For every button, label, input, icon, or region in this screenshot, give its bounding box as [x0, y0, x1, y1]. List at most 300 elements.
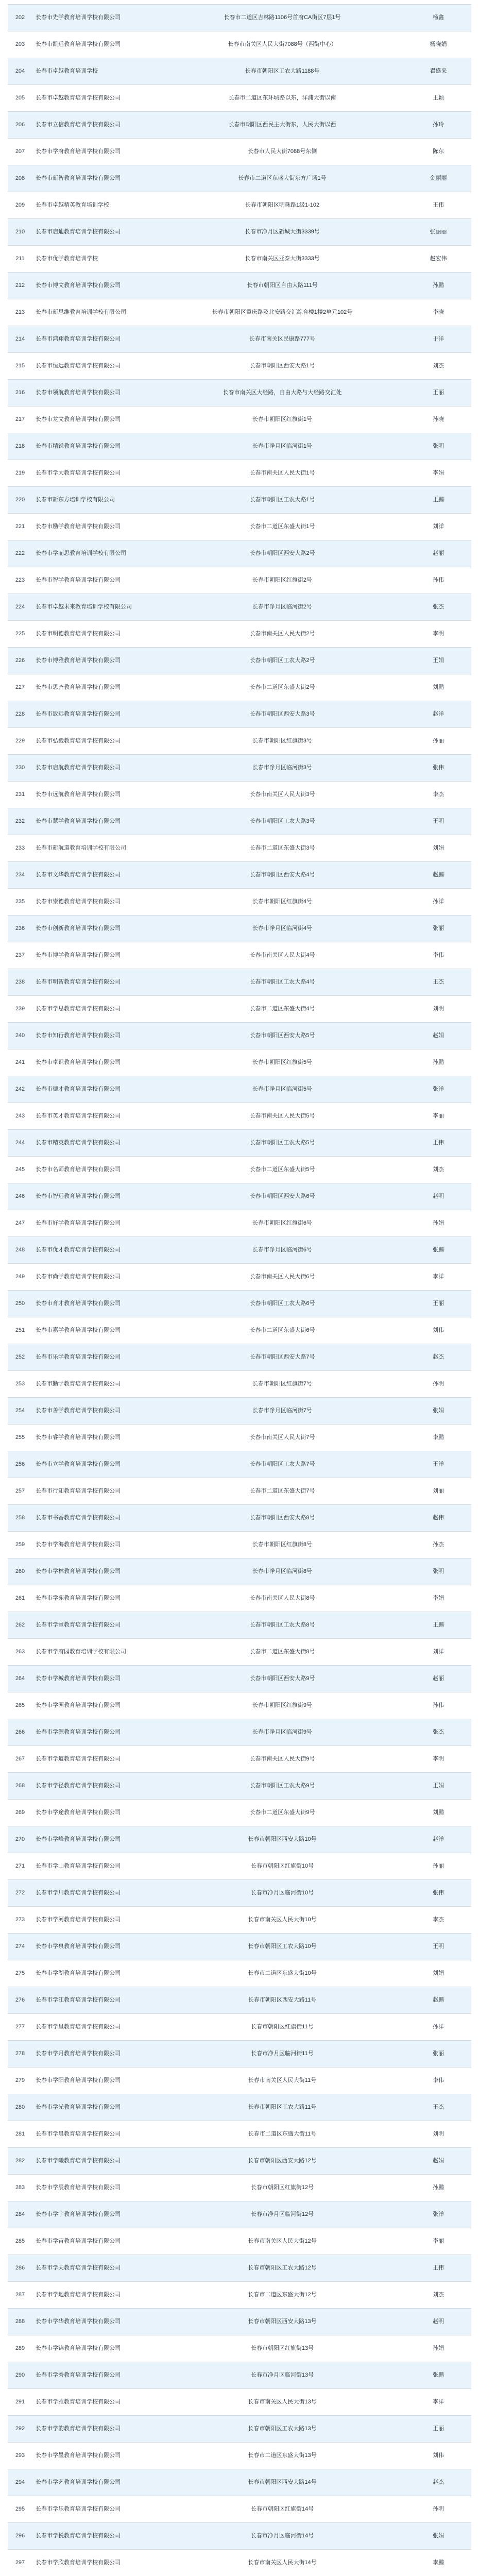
- school-name-cell: 长春市行知教育培训学校有限公司: [32, 1478, 159, 1505]
- school-name-cell: 长春市学曦教育培训学校有限公司: [32, 2148, 159, 2175]
- contact-person-cell: 李杰: [405, 782, 471, 808]
- contact-person-cell: 孙鹏: [405, 2175, 471, 2201]
- school-address-cell: 长春市二道区吉林路1106号首府CA街区7层1号: [159, 5, 405, 31]
- row-number-cell: 264: [8, 1666, 32, 1692]
- school-name-cell: 长春市智学教育培训学校有限公司: [32, 567, 159, 594]
- school-address-cell: 长春市南关区人民大街12号: [159, 2228, 405, 2255]
- table-row: [8, 2389, 471, 2416]
- contact-person-cell: 张洋: [405, 2201, 471, 2228]
- contact-person-cell: 张鹏: [405, 1237, 471, 1264]
- row-number-cell: 252: [8, 1344, 32, 1371]
- row-number-cell: 285: [8, 2228, 32, 2255]
- row-number-cell: 213: [8, 299, 32, 326]
- row-number-cell: 279: [8, 2067, 32, 2094]
- table-row: [8, 701, 471, 728]
- table-row: [8, 2067, 471, 2094]
- table-row: [8, 112, 471, 139]
- school-address-cell: 长春市朝阳区西民主大街东，人民大街以西: [159, 112, 405, 139]
- row-number-cell: 231: [8, 782, 32, 808]
- school-name-cell: 长春市学地教育培训学校有限公司: [32, 2282, 159, 2309]
- row-number-cell: 202: [8, 5, 32, 31]
- table-row: [8, 1692, 471, 1719]
- contact-person-cell: 张鹏: [405, 2362, 471, 2389]
- contact-person-cell: 李明: [405, 621, 471, 648]
- school-name-cell: 长春市启迪教育培训学校有限公司: [32, 219, 159, 246]
- school-name-cell: 长春市博雅教育培训学校有限公司: [32, 648, 159, 674]
- roster-sheet: [8, 4, 471, 2576]
- school-name-cell: 长春市学锦教育培训学校有限公司: [32, 2335, 159, 2362]
- table-row: [8, 2469, 471, 2496]
- table-row: [8, 2041, 471, 2067]
- school-name-cell: 长春市书香教育培训学校有限公司: [32, 1505, 159, 1532]
- contact-person-cell: 李伟: [405, 2067, 471, 2094]
- row-number-cell: 220: [8, 487, 32, 514]
- contact-person-cell: 杨鑫: [405, 5, 471, 31]
- contact-person-cell: 王娟: [405, 1773, 471, 1800]
- row-number-cell: 296: [8, 2523, 32, 2550]
- school-address-cell: 长春市朝阳区工农大路10号: [159, 1934, 405, 1960]
- contact-person-cell: 李伟: [405, 942, 471, 969]
- table-row: [8, 1800, 471, 1826]
- school-name-cell: 长春市好学教育培训学校有限公司: [32, 1210, 159, 1237]
- school-name-cell: 长春市学峰教育培训学校有限公司: [32, 1826, 159, 1853]
- table-row: [8, 1558, 471, 1585]
- row-number-cell: 222: [8, 540, 32, 567]
- table-row: [8, 1960, 471, 1987]
- table-row: [8, 246, 471, 273]
- table-row: [8, 1451, 471, 1478]
- school-name-cell: 长春市学星教育培训学校有限公司: [32, 2014, 159, 2041]
- row-number-cell: 277: [8, 2014, 32, 2041]
- table-row: [8, 1934, 471, 1960]
- contact-person-cell: 王洋: [405, 1451, 471, 1478]
- contact-person-cell: 刘洋: [405, 514, 471, 540]
- school-name-cell: 长春市学海教育培训学校有限公司: [32, 1532, 159, 1558]
- school-name-cell: 长春市勤学教育培训学校有限公司: [32, 1371, 159, 1398]
- school-name-cell: 长春市新航道教育培训学校有限公司: [32, 835, 159, 862]
- contact-person-cell: 刘杰: [405, 353, 471, 380]
- school-name-cell: 长春市学道教育培训学校有限公司: [32, 1746, 159, 1773]
- table-row: [8, 594, 471, 621]
- table-row: [8, 5, 471, 31]
- school-name-cell: 长春市学辰教育培训学校有限公司: [32, 2175, 159, 2201]
- school-address-cell: 长春市净月区临河街6号: [159, 1237, 405, 1264]
- row-number-cell: 273: [8, 1907, 32, 1934]
- row-number-cell: 292: [8, 2416, 32, 2443]
- school-name-cell: 长春市先学教育培训学校有限公司: [32, 5, 159, 31]
- school-name-cell: 长春市学宇教育培训学校有限公司: [32, 2201, 159, 2228]
- school-name-cell: 长春市学江教育培训学校有限公司: [32, 1987, 159, 2014]
- table-row: [8, 192, 471, 219]
- contact-person-cell: 赵明: [405, 2309, 471, 2335]
- row-number-cell: 209: [8, 192, 32, 219]
- school-name-cell: 长春市英才教育培训学校有限公司: [32, 1103, 159, 1130]
- row-number-cell: 251: [8, 1317, 32, 1344]
- school-name-cell: 长春市学林教育培训学校有限公司: [32, 1558, 159, 1585]
- row-number-cell: 263: [8, 1639, 32, 1666]
- table-row: [8, 2523, 471, 2550]
- school-address-cell: 长春市净月区临河街2号: [159, 594, 405, 621]
- table-row: [8, 969, 471, 996]
- table-row: [8, 1237, 471, 1264]
- school-address-cell: 长春市二道区东盛大街1号: [159, 514, 405, 540]
- row-number-cell: 280: [8, 2094, 32, 2121]
- school-address-cell: 长春市净月区临河街11号: [159, 2041, 405, 2067]
- contact-person-cell: 王伟: [405, 192, 471, 219]
- contact-person-cell: 赵杰: [405, 2469, 471, 2496]
- row-number-cell: 204: [8, 58, 32, 85]
- contact-person-cell: 王伟: [405, 1130, 471, 1157]
- school-address-cell: 长春市朝阳区工农大路13号: [159, 2416, 405, 2443]
- row-number-cell: 265: [8, 1692, 32, 1719]
- row-number-cell: 225: [8, 621, 32, 648]
- row-number-cell: 243: [8, 1103, 32, 1130]
- contact-person-cell: 赵丽: [405, 1666, 471, 1692]
- school-address-cell: 长春市南关区人民大街8号: [159, 1585, 405, 1612]
- school-address-cell: 长春市南关区人民大街11号: [159, 2067, 405, 2094]
- school-address-cell: 长春市南关区亚泰大街3333号: [159, 246, 405, 273]
- row-number-cell: 218: [8, 433, 32, 460]
- row-number-cell: 210: [8, 219, 32, 246]
- school-name-cell: 长春市学韵教育培训学校有限公司: [32, 2416, 159, 2443]
- school-name-cell: 长春市学园教育培训学校有限公司: [32, 1692, 159, 1719]
- school-name-cell: 长春市乐学教育培训学校有限公司: [32, 1344, 159, 1371]
- school-address-cell: 长春市朝阳区西安大路7号: [159, 1344, 405, 1371]
- table-row: [8, 728, 471, 755]
- table-row: [8, 1505, 471, 1532]
- school-address-cell: 长春市朝阳区西安大路10号: [159, 1826, 405, 1853]
- contact-person-cell: 金丽丽: [405, 165, 471, 192]
- table-row: [8, 85, 471, 112]
- row-number-cell: 281: [8, 2121, 32, 2148]
- table-row: [8, 1049, 471, 1076]
- contact-person-cell: 赵洋: [405, 701, 471, 728]
- contact-person-cell: 孙鹏: [405, 273, 471, 299]
- school-address-cell: 长春市南关区人民大街3号: [159, 782, 405, 808]
- table-row: [8, 1987, 471, 2014]
- table-row: [8, 889, 471, 916]
- school-name-cell: 长春市尚学教育培训学校有限公司: [32, 1264, 159, 1291]
- school-name-cell: 长春市鸿翔教育培训学校有限公司: [32, 326, 159, 353]
- school-name-cell: 长春市恒远教育培训学校有限公司: [32, 353, 159, 380]
- school-name-cell: 长春市博学教育培训学校有限公司: [32, 942, 159, 969]
- school-address-cell: 长春市南关区大经路，自由大路与大经路交汇处: [159, 380, 405, 406]
- table-row: [8, 2094, 471, 2121]
- row-number-cell: 227: [8, 674, 32, 701]
- row-number-cell: 271: [8, 1853, 32, 1880]
- school-address-cell: 长春市朝阳区工农大路2号: [159, 648, 405, 674]
- school-address-cell: 长春市朝阳区明珠路1级1-102: [159, 192, 405, 219]
- school-address-cell: 长春市朝阳区红旗街10号: [159, 1853, 405, 1880]
- contact-person-cell: 张洋: [405, 1076, 471, 1103]
- table-row: [8, 1371, 471, 1398]
- contact-person-cell: 李杰: [405, 1907, 471, 1934]
- school-address-cell: 长春市净月区新城大街3339号: [159, 219, 405, 246]
- contact-person-cell: 赵伟: [405, 1505, 471, 1532]
- row-number-cell: 207: [8, 139, 32, 165]
- table-row: [8, 2550, 471, 2576]
- school-address-cell: 长春市南关区人民大街7088号（西街中心）: [159, 31, 405, 58]
- row-number-cell: 208: [8, 165, 32, 192]
- row-number-cell: 242: [8, 1076, 32, 1103]
- school-name-cell: 长春市博文教育培训学校有限公司: [32, 273, 159, 299]
- row-number-cell: 294: [8, 2469, 32, 2496]
- contact-person-cell: 李鹏: [405, 2550, 471, 2576]
- table-row: [8, 1612, 471, 1639]
- school-address-cell: 长春市朝阳区西安大路8号: [159, 1505, 405, 1532]
- row-number-cell: 293: [8, 2443, 32, 2469]
- school-address-cell: 长春市二道区东盛大街3号: [159, 835, 405, 862]
- school-name-cell: 长春市崇德教育培训学校有限公司: [32, 889, 159, 916]
- table-row: [8, 31, 471, 58]
- table-row: [8, 1585, 471, 1612]
- table-row: [8, 2362, 471, 2389]
- school-name-cell: 长春市学阳教育培训学校有限公司: [32, 2067, 159, 2094]
- school-address-cell: 长春市朝阳区工农大路11号: [159, 2094, 405, 2121]
- row-number-cell: 206: [8, 112, 32, 139]
- table-row: [8, 942, 471, 969]
- table-row: [8, 674, 471, 701]
- table-row: [8, 1291, 471, 1317]
- table-row: [8, 916, 471, 942]
- table-row: [8, 1826, 471, 1853]
- school-name-cell: 长春市励学教育培训学校有限公司: [32, 514, 159, 540]
- school-address-cell: 长春市二道区东盛大街11号: [159, 2121, 405, 2148]
- table-row: [8, 1425, 471, 1451]
- school-address-cell: 长春市朝阳区红旗街7号: [159, 1371, 405, 1398]
- school-address-cell: 长春市朝阳区西安大路13号: [159, 2309, 405, 2335]
- table-row: [8, 621, 471, 648]
- row-number-cell: 284: [8, 2201, 32, 2228]
- table-row: [8, 2496, 471, 2523]
- table-row: [8, 2014, 471, 2041]
- table-row: [8, 567, 471, 594]
- school-name-cell: 长春市学府教育培训学校有限公司: [32, 139, 159, 165]
- contact-person-cell: 刘伟: [405, 2443, 471, 2469]
- school-address-cell: 长春市朝阳区红旗街8号: [159, 1532, 405, 1558]
- school-address-cell: 长春市朝阳区西安大路9号: [159, 1666, 405, 1692]
- table-row: [8, 2201, 471, 2228]
- table-row: [8, 1773, 471, 1800]
- table-row: [8, 1478, 471, 1505]
- school-address-cell: 长春市净月区临河街1号: [159, 433, 405, 460]
- contact-person-cell: 李丽: [405, 2228, 471, 2255]
- school-address-cell: 长春市南关区人民大街1号: [159, 460, 405, 487]
- school-name-cell: 长春市明智教育培训学校有限公司: [32, 969, 159, 996]
- school-address-cell: 长春市朝阳区西安大路4号: [159, 862, 405, 889]
- contact-person-cell: 李洋: [405, 1264, 471, 1291]
- school-address-cell: 长春市朝阳区西安大路12号: [159, 2148, 405, 2175]
- row-number-cell: 219: [8, 460, 32, 487]
- school-name-cell: 长春市嘉学教育培训学校有限公司: [32, 1317, 159, 1344]
- contact-person-cell: 赵娟: [405, 2148, 471, 2175]
- school-address-cell: 长春市朝阳区红旗街1号: [159, 406, 405, 433]
- table-row: [8, 1023, 471, 1049]
- school-name-cell: 长春市学大教育培训学校有限公司: [32, 460, 159, 487]
- row-number-cell: 239: [8, 996, 32, 1023]
- contact-person-cell: 孙鹏: [405, 1049, 471, 1076]
- school-address-cell: 长春市朝阳区工农大路8号: [159, 1612, 405, 1639]
- school-name-cell: 长春市学湖教育培训学校有限公司: [32, 1960, 159, 1987]
- school-name-cell: 长春市学宙教育培训学校有限公司: [32, 2228, 159, 2255]
- school-address-cell: 长春市二道区东盛大街6号: [159, 1317, 405, 1344]
- school-address-cell: 长春市二道区东盛大街9号: [159, 1800, 405, 1826]
- contact-person-cell: 王鹏: [405, 1612, 471, 1639]
- school-address-cell: 长春市朝阳区西安大路14号: [159, 2469, 405, 2496]
- contact-person-cell: 王鹏: [405, 487, 471, 514]
- table-row: [8, 1103, 471, 1130]
- school-address-cell: 长春市朝阳区工农大路4号: [159, 969, 405, 996]
- row-number-cell: 274: [8, 1934, 32, 1960]
- contact-person-cell: 孙丽: [405, 1853, 471, 1880]
- table-row: [8, 326, 471, 353]
- row-number-cell: 267: [8, 1746, 32, 1773]
- school-address-cell: 长春市净月区临河街14号: [159, 2523, 405, 2550]
- table-row: [8, 1344, 471, 1371]
- contact-person-cell: 张杰: [405, 1719, 471, 1746]
- contact-person-cell: 孙杰: [405, 1532, 471, 1558]
- school-address-cell: 长春市净月区临河街8号: [159, 1558, 405, 1585]
- school-address-cell: 长春市朝阳区红旗街6号: [159, 1210, 405, 1237]
- contact-person-cell: 于洋: [405, 326, 471, 353]
- school-name-cell: 长春市卓越未来教育培训学校有限公司: [32, 594, 159, 621]
- row-number-cell: 270: [8, 1826, 32, 1853]
- school-name-cell: 长春市学乐教育培训学校有限公司: [32, 2496, 159, 2523]
- school-name-cell: 长春市学思教育培训学校有限公司: [32, 996, 159, 1023]
- school-address-cell: 长春市净月区临河街9号: [159, 1719, 405, 1746]
- row-number-cell: 278: [8, 2041, 32, 2067]
- row-number-cell: 257: [8, 1478, 32, 1505]
- school-name-cell: 长春市启航教育培训学校有限公司: [32, 755, 159, 782]
- contact-person-cell: 赵娟: [405, 1023, 471, 1049]
- contact-person-cell: 陈东: [405, 139, 471, 165]
- table-row: [8, 165, 471, 192]
- school-address-cell: 长春市二道区东盛大街8号: [159, 1639, 405, 1666]
- contact-person-cell: 孙娟: [405, 2335, 471, 2362]
- table-row: [8, 299, 471, 326]
- school-address-cell: 长春市二道区东环城路以东，洋浦大街以南: [159, 85, 405, 112]
- school-address-cell: 长春市南关区人民大街4号: [159, 942, 405, 969]
- table-row: [8, 1853, 471, 1880]
- contact-person-cell: 孙洋: [405, 2014, 471, 2041]
- school-roster-table: [8, 4, 471, 2576]
- school-address-cell: 长春市朝阳区工农大路12号: [159, 2255, 405, 2282]
- table-row: [8, 406, 471, 433]
- school-name-cell: 长春市学山教育培训学校有限公司: [32, 1853, 159, 1880]
- row-number-cell: 205: [8, 85, 32, 112]
- school-name-cell: 长春市卓越精英教育培训学校: [32, 192, 159, 219]
- row-number-cell: 256: [8, 1451, 32, 1478]
- contact-person-cell: 刘杰: [405, 2282, 471, 2309]
- contact-person-cell: 杨晓娟: [405, 31, 471, 58]
- contact-person-cell: 孙明: [405, 2496, 471, 2523]
- row-number-cell: 254: [8, 1398, 32, 1425]
- school-name-cell: 长春市精锐教育培训学校有限公司: [32, 433, 159, 460]
- school-name-cell: 长春市学堂教育培训学校有限公司: [32, 1612, 159, 1639]
- contact-person-cell: 王杰: [405, 2094, 471, 2121]
- contact-person-cell: 张明: [405, 1558, 471, 1585]
- table-row: [8, 2335, 471, 2362]
- school-name-cell: 长春市学径教育培训学校有限公司: [32, 1773, 159, 1800]
- school-address-cell: 长春市南关区人民大街14号: [159, 2550, 405, 2576]
- school-address-cell: 长春市南关区人民大街10号: [159, 1907, 405, 1934]
- table-row: [8, 1398, 471, 1425]
- table-row: [8, 755, 471, 782]
- school-address-cell: 长春市朝阳区红旗街4号: [159, 889, 405, 916]
- row-number-cell: 262: [8, 1612, 32, 1639]
- row-number-cell: 283: [8, 2175, 32, 2201]
- contact-person-cell: 孙丽: [405, 728, 471, 755]
- row-number-cell: 282: [8, 2148, 32, 2175]
- school-address-cell: 长春市人民大街7088号东侧: [159, 139, 405, 165]
- school-name-cell: 长春市学河教育培训学校有限公司: [32, 1907, 159, 1934]
- row-number-cell: 240: [8, 1023, 32, 1049]
- school-address-cell: 长春市朝阳区工农大路9号: [159, 1773, 405, 1800]
- contact-person-cell: 赵鹏: [405, 1987, 471, 2014]
- contact-person-cell: 张丽: [405, 2041, 471, 2067]
- table-row: [8, 219, 471, 246]
- row-number-cell: 221: [8, 514, 32, 540]
- school-address-cell: 长春市净月区临河街5号: [159, 1076, 405, 1103]
- contact-person-cell: 赵丽: [405, 540, 471, 567]
- contact-person-cell: 孙明: [405, 1371, 471, 1398]
- contact-person-cell: 王明: [405, 1934, 471, 1960]
- school-address-cell: 长春市朝阳区西安大路1号: [159, 353, 405, 380]
- school-name-cell: 长春市立信教育培训学校有限公司: [32, 112, 159, 139]
- row-number-cell: 237: [8, 942, 32, 969]
- school-name-cell: 长春市文华教育培训学校有限公司: [32, 862, 159, 889]
- school-address-cell: 长春市二道区东盛大街10号: [159, 1960, 405, 1987]
- table-row: [8, 2443, 471, 2469]
- table-row: [8, 2282, 471, 2309]
- school-address-cell: 长春市二道区东盛大街12号: [159, 2282, 405, 2309]
- row-number-cell: 295: [8, 2496, 32, 2523]
- school-name-cell: 长春市新思维教育培训学校有限公司: [32, 299, 159, 326]
- contact-person-cell: 李娟: [405, 1585, 471, 1612]
- school-name-cell: 长春市知行教育培训学校有限公司: [32, 1023, 159, 1049]
- table-row: [8, 808, 471, 835]
- school-name-cell: 长春市学墨教育培训学校有限公司: [32, 2443, 159, 2469]
- contact-person-cell: 王娟: [405, 648, 471, 674]
- school-name-cell: 长春市学泉教育培训学校有限公司: [32, 1934, 159, 1960]
- row-number-cell: 216: [8, 380, 32, 406]
- school-name-cell: 长春市学川教育培训学校有限公司: [32, 1880, 159, 1907]
- school-name-cell: 长春市领航教育培训学校有限公司: [32, 380, 159, 406]
- row-number-cell: 246: [8, 1183, 32, 1210]
- table-row: [8, 2309, 471, 2335]
- contact-person-cell: 孙伟: [405, 567, 471, 594]
- row-number-cell: 241: [8, 1049, 32, 1076]
- school-address-cell: 长春市净月区临河街13号: [159, 2362, 405, 2389]
- row-number-cell: 255: [8, 1425, 32, 1451]
- school-name-cell: 长春市德才教育培训学校有限公司: [32, 1076, 159, 1103]
- row-number-cell: 261: [8, 1585, 32, 1612]
- contact-person-cell: 刘洋: [405, 1639, 471, 1666]
- row-number-cell: 253: [8, 1371, 32, 1398]
- contact-person-cell: 李洋: [405, 2389, 471, 2416]
- school-name-cell: 长春市学悦教育培训学校有限公司: [32, 2523, 159, 2550]
- contact-person-cell: 刘鹏: [405, 674, 471, 701]
- school-name-cell: 长春市卓越教育培训学校有限公司: [32, 85, 159, 112]
- row-number-cell: 215: [8, 353, 32, 380]
- row-number-cell: 248: [8, 1237, 32, 1264]
- table-row: [8, 353, 471, 380]
- school-address-cell: 长春市二道区东盛大街2号: [159, 674, 405, 701]
- table-row: [8, 273, 471, 299]
- school-name-cell: 长春市致远教育培训学校有限公司: [32, 701, 159, 728]
- row-number-cell: 291: [8, 2389, 32, 2416]
- row-number-cell: 289: [8, 2335, 32, 2362]
